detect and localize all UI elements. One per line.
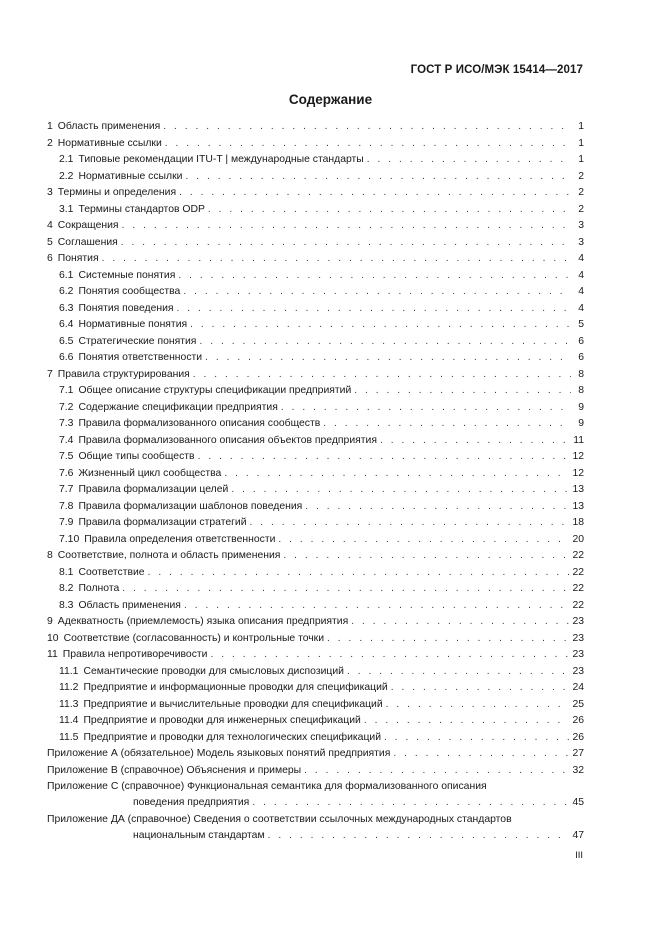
toc-entry-page: 6 — [578, 352, 584, 363]
toc-entry-number: 11.5 — [59, 731, 79, 743]
toc-entry-title: Область применения — [78, 599, 181, 611]
toc-appendix-title-line2: национальным стандартам — [133, 829, 265, 841]
toc-appendix-line2 — [47, 797, 584, 809]
toc-entry-page: 1 — [578, 154, 584, 165]
toc-entry-number: 11.3 — [59, 698, 79, 710]
dot-leader — [183, 286, 571, 298]
toc-appendix-title-line2: поведения предприятия — [133, 797, 250, 808]
toc-entry[interactable] — [47, 484, 584, 496]
toc-appendix-entry[interactable] — [47, 814, 584, 842]
toc-entry-title: Правила непротиворечивости — [62, 649, 208, 660]
toc-entry-title: Понятия поведения — [78, 302, 174, 314]
toc-entry-page: 13 — [572, 500, 584, 512]
toc-entry-title: Семантические проводки для смысловых диспозиций — [83, 665, 344, 677]
toc-entry[interactable] — [47, 369, 584, 381]
toc-entry-number: 8.2 — [59, 583, 74, 594]
toc-entry-title: Правила формализованного описания сообществ — [78, 418, 321, 429]
toc-entry-page: 25 — [572, 698, 584, 710]
dot-leader — [347, 666, 569, 678]
toc-entry-number: 2.2 — [59, 170, 74, 182]
toc-entry-number: 7.2 — [59, 401, 74, 413]
toc-entry-page: 20 — [572, 533, 584, 545]
dot-leader — [190, 319, 571, 331]
toc-entry-page: 4 — [578, 302, 584, 314]
toc-entry-number: 8.1 — [59, 566, 74, 578]
toc-entry-title: Приложение В (справочное) Объяснения и примеры — [47, 764, 302, 776]
toc-entry-page: 26 — [572, 715, 584, 726]
toc-entry-number: 6.2 — [59, 286, 74, 297]
toc-entry-title: Предприятие и информационные проводки для спецификаций — [83, 682, 388, 693]
toc-entry-page: 23 — [572, 632, 584, 644]
toc-entry[interactable] — [47, 187, 584, 199]
toc-entry[interactable] — [47, 517, 584, 529]
toc-entry-page: 13 — [572, 484, 584, 495]
toc-entry[interactable] — [47, 732, 584, 744]
dot-leader — [163, 121, 571, 133]
toc-entry-page: 1 — [578, 121, 584, 132]
toc-entry[interactable] — [47, 385, 584, 397]
toc-entry[interactable] — [47, 237, 584, 249]
toc-entry[interactable] — [47, 567, 584, 579]
toc-entry[interactable] — [47, 748, 584, 760]
dot-leader — [184, 600, 570, 612]
toc-entry[interactable] — [47, 121, 584, 133]
toc-entry-title: Типовые рекомендации ITU-T | международные стандарты — [78, 154, 364, 165]
toc-entry[interactable] — [47, 583, 584, 595]
toc-entry-number: 7.3 — [59, 418, 74, 429]
dot-leader — [121, 237, 571, 249]
toc-entry[interactable] — [47, 402, 584, 414]
dot-leader — [391, 682, 570, 694]
toc-entry-page: 9 — [578, 401, 584, 413]
dot-leader — [178, 270, 571, 282]
toc-entry[interactable] — [47, 336, 584, 348]
toc-entry-number: 7.1 — [59, 385, 74, 396]
toc-entry[interactable] — [47, 319, 584, 331]
toc-entry[interactable] — [47, 534, 584, 546]
dot-leader — [177, 303, 571, 315]
toc-entry-title: Правила формализации целей — [78, 484, 229, 495]
toc-entry-page: 22 — [572, 583, 584, 594]
dot-leader — [102, 253, 571, 265]
toc-entry[interactable] — [47, 154, 584, 166]
dot-leader — [231, 484, 569, 496]
dot-leader — [193, 369, 571, 381]
dot-leader — [208, 204, 571, 216]
dot-leader — [224, 468, 569, 480]
toc-entry[interactable] — [47, 550, 584, 562]
dot-leader — [252, 797, 569, 809]
toc-entry-page: 8 — [578, 368, 584, 380]
toc-entry[interactable] — [47, 616, 584, 628]
toc-entry-number: 6 — [47, 253, 53, 264]
dot-leader — [281, 402, 571, 414]
toc-title: Содержание — [288, 92, 373, 107]
toc-entry-number: 7.5 — [59, 451, 74, 462]
table-of-contents — [47, 121, 584, 846]
toc-entry-number: 7.8 — [59, 500, 74, 512]
toc-entry[interactable] — [47, 204, 584, 216]
toc-entry[interactable] — [47, 715, 584, 727]
toc-entry-page: 4 — [578, 253, 584, 264]
toc-entry-page: 23 — [572, 616, 584, 627]
toc-entry[interactable] — [47, 303, 584, 315]
dot-leader — [384, 732, 569, 744]
toc-entry-number: 6.4 — [59, 319, 74, 330]
toc-entry-title: Правила структурирования — [57, 368, 190, 380]
toc-entry-title: Сокращения — [57, 220, 119, 231]
toc-entry-title: Понятия — [57, 253, 99, 264]
toc-entry[interactable] — [47, 468, 584, 480]
dot-leader — [198, 451, 570, 463]
toc-entry-page: 23 — [572, 665, 584, 677]
toc-entry-number: 4 — [47, 220, 53, 231]
toc-entry-number: 7 — [47, 368, 53, 380]
toc-entry-number: 7.4 — [59, 434, 74, 446]
toc-entry[interactable] — [47, 220, 584, 232]
toc-entry-page: 12 — [572, 451, 584, 462]
toc-entry[interactable] — [47, 418, 584, 430]
toc-entry-page: 45 — [572, 797, 584, 808]
toc-entry-title: Нормативные ссылки — [78, 170, 183, 182]
toc-entry-title: Правила формализации стратегий — [78, 517, 247, 528]
document-code: ГОСТ Р ИСО/МЭК 15414—2017 — [410, 64, 583, 76]
toc-entry-title: Правила формализации шаблонов поведения — [78, 500, 303, 512]
toc-entry-page: 4 — [578, 269, 584, 281]
toc-entry-number: 3.1 — [59, 203, 74, 215]
toc-entry-number: 7.7 — [59, 484, 74, 495]
dot-leader — [327, 633, 569, 645]
toc-appendix-title-line1: Приложение С (справочное) Функциональная семантика для формализованного описания — [47, 781, 487, 792]
toc-entry[interactable] — [47, 138, 584, 150]
toc-entry-page: 18 — [572, 517, 584, 528]
dot-leader — [364, 715, 570, 727]
toc-entry[interactable] — [47, 501, 584, 513]
toc-entry-number: 7.6 — [59, 467, 74, 479]
toc-entry-title: Предприятие и проводки для инженерных спецификаций — [83, 715, 361, 726]
toc-entry-number: 11.1 — [59, 665, 79, 677]
toc-entry-number: 2 — [47, 137, 53, 149]
toc-entry-page: 32 — [572, 764, 584, 776]
toc-entry-page: 3 — [578, 236, 584, 248]
toc-entry-title: Системные понятия — [78, 269, 176, 281]
toc-entry-title: Полнота — [78, 583, 120, 594]
toc-entry-page: 2 — [578, 170, 584, 182]
toc-entry-title: Термины стандартов ODP — [78, 203, 205, 215]
toc-entry-page: 22 — [572, 599, 584, 611]
toc-entry-page: 3 — [578, 220, 584, 231]
toc-entry-title: Общее описание структуры спецификации предприятий — [78, 385, 352, 396]
toc-entry-number: 2.1 — [59, 154, 74, 165]
toc-entry-title: Приложение А (обязательное) Модель языковых понятий предприятия — [47, 748, 391, 759]
toc-entry-page: 22 — [572, 566, 584, 578]
toc-entry-number: 11.2 — [59, 682, 79, 693]
toc-entry-page: 47 — [572, 829, 584, 841]
toc-entry[interactable] — [47, 286, 584, 298]
toc-entry-number: 1 — [47, 121, 53, 132]
toc-entry-page: 26 — [572, 731, 584, 743]
toc-entry-title: Правила определения ответственности — [84, 533, 276, 545]
toc-entry-title: Понятия ответственности — [78, 352, 203, 363]
toc-entry[interactable] — [47, 253, 584, 265]
toc-entry-title: Предприятие и проводки для технологических спецификаций — [83, 731, 382, 743]
toc-entry[interactable] — [47, 765, 584, 777]
dot-leader — [386, 699, 570, 711]
toc-entry-title: Правила формализованного описания объектов предприятия — [78, 434, 377, 446]
dot-leader — [323, 418, 571, 430]
toc-entry[interactable] — [47, 171, 584, 183]
dot-leader — [165, 138, 571, 150]
toc-entry-title: Соглашения — [57, 236, 118, 248]
toc-entry-page: 22 — [572, 550, 584, 561]
dot-leader — [305, 501, 569, 513]
toc-appendix-line2 — [47, 830, 584, 842]
toc-entry-title: Соответствие (согласованность) и контрольные точки — [63, 632, 325, 644]
toc-entry[interactable] — [47, 682, 584, 694]
toc-entry-number: 8 — [47, 550, 53, 561]
toc-entry-title: Термины и определения — [57, 187, 177, 198]
dot-leader — [367, 154, 571, 166]
toc-entry-title: Содержание спецификации предприятия — [78, 401, 278, 413]
dot-leader — [304, 765, 569, 777]
toc-entry-number: 3 — [47, 187, 53, 198]
dot-leader — [210, 649, 569, 661]
page-number: III — [575, 850, 583, 861]
toc-entry-page: 4 — [578, 286, 584, 297]
dot-leader — [354, 385, 571, 397]
toc-entry-title: Понятия сообщества — [78, 286, 181, 297]
toc-entry-page: 12 — [572, 467, 584, 479]
toc-appendix-title-line1: Приложение ДА (справочное) Сведения о соответствии ссылочных международных стандартов — [47, 813, 512, 825]
toc-entry-page: 27 — [572, 748, 584, 759]
toc-entry-number: 11.4 — [59, 715, 79, 726]
toc-entry-title: Общие типы сообществ — [78, 451, 195, 462]
toc-entry-page: 1 — [578, 137, 584, 149]
dot-leader — [278, 534, 569, 546]
toc-entry-number: 6.6 — [59, 352, 74, 363]
toc-entry[interactable] — [47, 649, 584, 661]
toc-entry-number: 8.3 — [59, 599, 74, 611]
toc-entry-title: Соответствие — [78, 566, 145, 578]
dot-leader — [148, 567, 570, 579]
toc-entry-number: 7.10 — [59, 533, 80, 545]
toc-entry[interactable] — [47, 633, 584, 645]
dot-leader — [393, 748, 569, 760]
dot-leader — [283, 550, 569, 562]
toc-entry[interactable] — [47, 666, 584, 678]
toc-entry-number: 11 — [47, 649, 58, 660]
toc-entry-page: 24 — [572, 682, 584, 693]
dot-leader — [380, 435, 570, 447]
toc-entry-number: 6.1 — [59, 269, 74, 281]
toc-entry-page: 5 — [578, 319, 584, 330]
toc-entry-number: 9 — [47, 616, 53, 627]
toc-entry-page: 2 — [578, 187, 584, 198]
toc-entry-number: 5 — [47, 236, 53, 248]
dot-leader — [122, 220, 571, 232]
toc-entry-title: Стратегические понятия — [78, 335, 197, 347]
toc-entry[interactable] — [47, 435, 584, 447]
toc-entry-number: 6.5 — [59, 335, 74, 347]
toc-entry[interactable] — [47, 352, 584, 364]
toc-entry-page: 2 — [578, 203, 584, 215]
toc-entry-number: 7.9 — [59, 517, 74, 528]
toc-entry-page: 23 — [572, 649, 584, 660]
dot-leader — [199, 336, 571, 348]
toc-entry[interactable] — [47, 699, 584, 711]
toc-entry-title: Адекватность (приемлемость) языка описания предприятия — [57, 616, 349, 627]
toc-appendix-entry[interactable] — [47, 781, 584, 809]
toc-entry[interactable] — [47, 451, 584, 463]
dot-leader — [185, 171, 571, 183]
dot-leader — [122, 583, 569, 595]
toc-entry-title: Предприятие и вычислительные проводки для спецификаций — [83, 698, 383, 710]
toc-entry-page: 9 — [578, 418, 584, 429]
toc-entry-title: Нормативные ссылки — [57, 137, 162, 149]
toc-entry-number: 10 — [47, 632, 59, 644]
toc-entry[interactable] — [47, 270, 584, 282]
toc-entry-page: 8 — [578, 385, 584, 396]
dot-leader — [351, 616, 569, 628]
dot-leader — [205, 352, 571, 364]
toc-entry-page: 6 — [578, 335, 584, 347]
dot-leader — [268, 830, 570, 842]
toc-entry-page: 11 — [573, 434, 584, 446]
toc-entry-title: Область применения — [57, 121, 161, 132]
dot-leader — [250, 517, 570, 529]
toc-entry-number: 6.3 — [59, 302, 74, 314]
toc-entry[interactable] — [47, 600, 584, 612]
toc-entry-title: Соответствие, полнота и область применения — [57, 550, 281, 561]
dot-leader — [179, 187, 571, 199]
toc-entry-title: Нормативные понятия — [78, 319, 188, 330]
toc-entry-title: Жизненный цикл сообщества — [78, 467, 222, 479]
